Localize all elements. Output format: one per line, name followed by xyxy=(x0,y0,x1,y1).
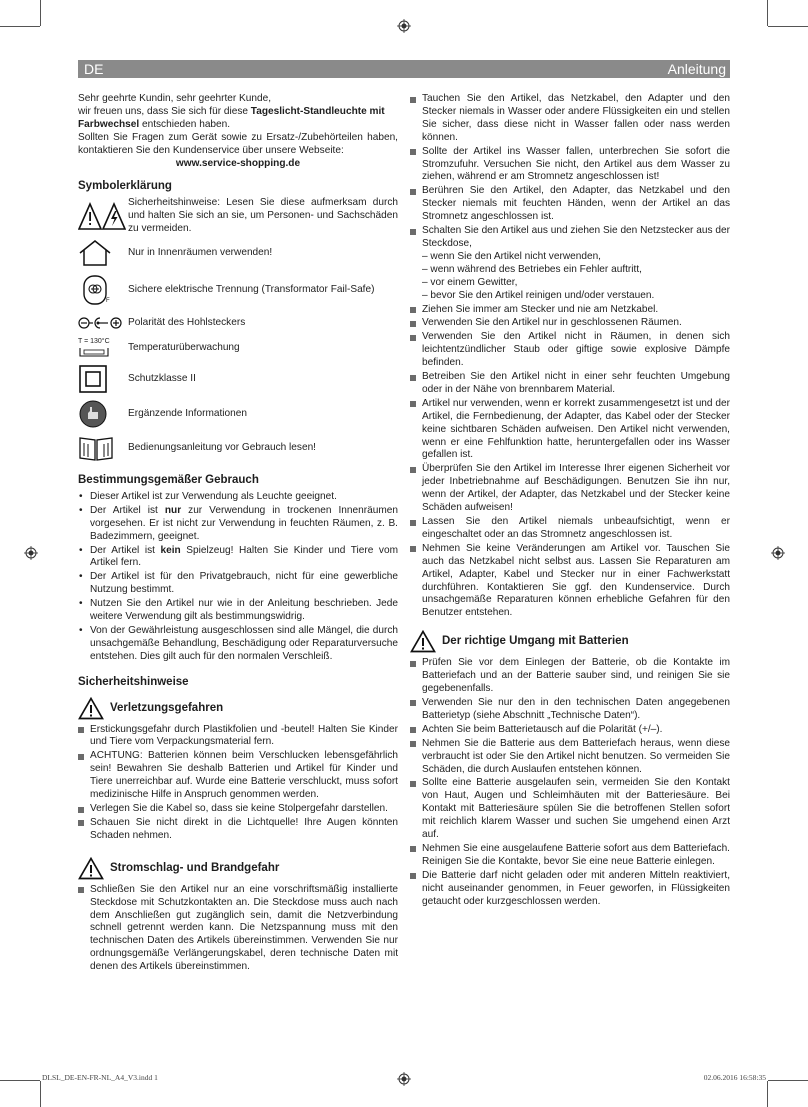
crop-mark xyxy=(767,0,768,26)
list-item: Schließen Sie den Artikel nur an eine vorschriftsmäßig installierte Steckdose mit Schutzkontakten an. Die Steckdose muss auch nach dem Anschließen gut zugänglich sein, damit die Netzverbindung schnell getrennt werden kann. Die Netzspannung muss mit den technischen Daten des Artikels übereinstimmen. Verwenden Sie nur ordnungsgemäße Verlängerungskabel, deren technische Daten mit denen des Artikels übereinstimmen. xyxy=(78,884,398,974)
list-item: Nehmen Sie eine ausgelaufene Batterie sofort aus dem Batteriefach. Reinigen Sie die Kontakte, bevor Sie eine neue Batterie einlegen. xyxy=(410,843,730,869)
list-item: Tauchen Sie den Artikel, das Netzkabel, den Adapter und den Stecker niemals in Wasser oder andere Flüssigkeiten ein und stellen Sie sicher, dass diese nicht in Wasser fallen oder nass werden können. xyxy=(410,93,730,145)
unplug-sub: – wenn Sie den Artikel nicht verwenden, xyxy=(422,250,601,262)
list-item: ACHTUNG: Batterien können beim Verschlucken lebensgefährlich sein! Bewahren Sie deshalb Batterien und Artikel für Kinder und Tiere unerreichbar auf. Wurde eine Batterie verschluckt, muss sofort medizinische Hilfe in Anspruch genommen werden. xyxy=(78,750,398,802)
symbol-text: Polarität des Hohlsteckers xyxy=(128,316,246,328)
crop-mark xyxy=(768,26,808,27)
injury-heading xyxy=(78,697,398,720)
unplug-sub: – vor einem Gewitter, xyxy=(422,276,518,288)
info-hand-icon xyxy=(78,399,128,429)
warning-icon xyxy=(410,630,436,653)
symbol-row xyxy=(78,338,398,358)
intended-use-heading: Bestimmungsgemäßer Gebrauch xyxy=(78,473,259,486)
polarity-icon xyxy=(78,316,128,330)
list-item: • Der Artikel ist für den Privatgebrauch, nicht für eine gewerbliche Nutzung bestimmt. xyxy=(78,571,398,597)
footer-date: 02.06.2016 16:58:35 xyxy=(703,1073,766,1082)
symbol-badge: F xyxy=(106,298,110,305)
list-item: Achten Sie beim Batterietausch auf die Polarität (+/–). xyxy=(410,724,730,737)
symbol-text: Schutzklasse II xyxy=(128,372,196,384)
symbol-text: Temperaturüberwachung xyxy=(128,341,240,353)
registration-mark-icon xyxy=(24,546,38,560)
right-column xyxy=(410,93,730,909)
transformer-failsafe-icon xyxy=(78,273,128,308)
header-bar xyxy=(78,60,730,78)
warning-icon xyxy=(78,697,104,720)
symbol-row xyxy=(78,273,398,308)
symbol-row xyxy=(78,316,398,330)
list-item: Schauen Sie nicht direkt in die Lichtquelle! Ihre Augen könnten Schaden nehmen. xyxy=(78,817,398,843)
list-item: Prüfen Sie vor dem Einlegen der Batterie, ob die Kontakte im Batteriefach und an der Batterie sauber sind, und reinigen Sie sie gegebenenfalls. xyxy=(410,657,730,696)
unplug-sub: – wenn während des Betriebes ein Fehler auftritt, xyxy=(422,263,642,275)
symbol-text: Sicherheitshinweise: Lesen Sie diese aufmerksam durch und halten Sie sich an sie, um Personen- und Sachschäden zu vermeiden. xyxy=(128,197,398,235)
crop-mark xyxy=(768,1080,808,1081)
list-item: Betreiben Sie den Artikel nicht in einer sehr feuchten Umgebung oder in der Nähe von brennbarem Material. xyxy=(410,371,730,397)
warning-electric-icons xyxy=(78,201,128,233)
battery-heading xyxy=(410,630,730,653)
crop-mark xyxy=(40,1081,41,1107)
shock-heading-text: Stromschlag- und Brandgefahr xyxy=(110,861,280,874)
protection-class-icon xyxy=(78,364,128,394)
list-item: Nehmen Sie keine Veränderungen am Artikel vor. Tauschen Sie auch das Netzkabel nicht selbst aus. Lassen Sie Reparaturen am Artikel, Adapter, Kabel und Stecker nur in einer Fachwerkstatt durchführen. Kontaktieren Sie ggf. den Kundenservice. Durch unsachgemäße Reparaturen können erhebliche Gefahren für den Benutzer entstehen. xyxy=(410,543,730,620)
intended-use-list xyxy=(78,491,398,664)
safety-heading: Sicherheitshinweise xyxy=(78,675,189,688)
list-item: Lassen Sie den Artikel niemals unbeaufsichtigt, wenn er eingeschaltet oder an das Stromnetz angeschlossen ist. xyxy=(410,516,730,542)
crop-mark xyxy=(767,1081,768,1107)
intro-text xyxy=(78,106,398,132)
safety-list xyxy=(410,93,730,620)
list-item: • Von der Gewährleistung ausgeschlossen sind alle Mängel, die durch unsachgemäße Behandlung, Beschädigung oder Reparaturversuche entstehen. Dies gilt auch für den normalen Verschleiß. xyxy=(78,625,398,664)
injury-list xyxy=(78,724,398,843)
footer-file: DLSL_DE-EN-FR-NL_A4_V3.indd 1 xyxy=(42,1073,158,1082)
website-link[interactable]: www.service-shopping.de xyxy=(175,157,301,169)
registration-mark-icon xyxy=(397,1072,411,1086)
greeting: Sehr geehrte Kundin, sehr geehrter Kunde, xyxy=(78,93,272,104)
shock-list xyxy=(78,884,398,974)
list-item: Nehmen Sie die Batterie aus dem Batteriefach heraus, wenn diese verbraucht ist oder Sie den Artikel nicht benutzen. So vermeiden Sie Schäden, die durch Auslaufen entstehen können. xyxy=(410,738,730,777)
list-item: Verwenden Sie den Artikel nur in geschlossenen Räumen. xyxy=(410,317,730,330)
indoor-house-icon xyxy=(78,239,128,267)
list-item: Verwenden Sie den Artikel nicht in Räumen, in denen sich leichtentzündlicher Staub oder giftige sowie explosive Dämpfe befinden. xyxy=(410,331,730,370)
list-item: • Dieser Artikel ist zur Verwendung als Leuchte geeignet. xyxy=(78,491,398,504)
symbol-row xyxy=(78,197,398,236)
intro-text-part: entschieden haben. xyxy=(139,118,231,130)
intro-text-part: wir freuen uns, dass Sie sich für diese xyxy=(78,105,251,117)
header-title: Anleitung xyxy=(667,61,726,77)
symbol-text: Bedienungsanleitung vor Gebrauch lesen! xyxy=(128,441,316,453)
symbol-row xyxy=(78,434,398,462)
language-code: DE xyxy=(84,61,104,77)
warning-icon xyxy=(78,857,104,880)
crop-mark xyxy=(0,1080,40,1081)
manual-book-icon xyxy=(78,434,128,462)
crop-mark xyxy=(40,0,41,26)
symbol-row xyxy=(78,364,398,394)
list-item: Sollte der Artikel ins Wasser fallen, unterbrechen Sie sofort die Stromzufuhr. Versuchen Sie nicht, den Artikel aus dem Wasser zu ziehen, während er am Stromnetz angeschlossen ist! xyxy=(410,146,730,185)
list-item: Erstickungsgefahr durch Plastikfolien und -beutel! Halten Sie Kinder und Tiere vom Verpackungsmaterial fern. xyxy=(78,724,398,750)
list-item: Artikel nur verwenden, wenn er korrekt zusammengesetzt ist und der Artikel, die Fernbedienung, der Adapter, das Kabel oder der Stecker keine sichtbaren Schäden aufweisen. Den Artikel nicht verwenden, wenn er eine Fehlfunktion hatte, heruntergefallen oder ins Wasser gefallen ist. xyxy=(410,398,730,463)
symbols-heading: Symbolerklärung xyxy=(78,180,172,193)
list-item: Die Batterie darf nicht geladen oder mit anderen Mitteln reaktiviert, nicht auseinander genommen, in Feuer geworfen, in Flüssigkeiten getaucht oder kurzgeschlossen werden. xyxy=(410,870,730,909)
symbol-text: Ergänzende Informationen xyxy=(128,407,247,419)
list-item: Verwenden Sie nur den in den technischen Daten angegebenen Batterietyp (siehe Abschnitt „Technische Daten“). xyxy=(410,697,730,723)
crop-mark xyxy=(0,26,40,27)
list-item: Ziehen Sie immer am Stecker und nie am Netzkabel. xyxy=(410,304,730,317)
registration-mark-icon xyxy=(771,546,785,560)
unplug-intro: Schalten Sie den Artikel aus und ziehen Sie den Netzstecker aus der Steckdose, xyxy=(422,225,730,249)
injury-heading-text: Verletzungsgefahren xyxy=(110,701,224,714)
list-item: • Nutzen Sie den Artikel nur wie in der Anleitung beschrieben. Jede weitere Verwendung gilt als bestimmungswidrig. xyxy=(78,598,398,624)
symbol-row xyxy=(78,399,398,429)
symbol-badge: T = 130°C xyxy=(78,337,110,345)
product-name: Tageslicht-Standleuchte mit Farbwechsel xyxy=(78,105,385,130)
list-item: • Der Artikel ist nur zur Verwendung in trockenen Innenräumen vorgesehen. Er ist nicht zur Verwendung in feuchten Räumen, z. B. Badezimmern, geeignet. xyxy=(78,505,398,544)
list-item: Überprüfen Sie den Artikel im Interesse Ihrer eigenen Sicherheit vor jeder Inbetriebnahme auf Beschädigungen. Benutzen Sie ihn nur, wenn der Artikel, der Adapter, das Netzkabel und der Stecker keine Schäden aufweisen! xyxy=(410,463,730,515)
shock-heading xyxy=(78,857,398,880)
symbol-text: Sichere elektrische Trennung (Transformator Fail-Safe) xyxy=(128,284,375,296)
list-item xyxy=(410,225,730,302)
temperature-icon xyxy=(78,338,128,358)
list-item: Sollte eine Batterie ausgelaufen sein, vermeiden Sie den Kontakt von Haut, Augen und Schleimhäuten mit der Batteriesäure. Bei Kontakt mit Batteriesäure spülen Sie die betroffenen Stellen sofort mit reichlich klarem Wasser und suchen Sie umgehend einen Arzt auf. xyxy=(410,777,730,842)
symbol-text: Nur in Innenräumen verwenden! xyxy=(128,246,273,258)
contact-text: Sollten Sie Fragen zum Gerät sowie zu Ersatz-/Zubehörteilen haben, kontaktieren Sie den Kundenservice über unsere Webseite: xyxy=(78,131,398,156)
left-column xyxy=(78,93,398,975)
registration-mark-icon xyxy=(397,19,411,33)
unplug-sub: – bevor Sie den Artikel reinigen und/oder verstauen. xyxy=(422,289,655,301)
list-item: • Der Artikel ist kein Spielzeug! Halten Sie Kinder und Tiere vom Artikel fern. xyxy=(78,545,398,571)
symbol-row xyxy=(78,239,398,267)
list-item: Verlegen Sie die Kabel so, dass sie keine Stolpergefahr darstellen. xyxy=(78,803,398,816)
battery-list xyxy=(410,657,730,908)
list-item: Berühren Sie den Artikel, den Adapter, das Netzkabel und den Stecker niemals mit feuchten Händen, wenn der Artikel an das Stromnetz angeschlossen ist. xyxy=(410,185,730,224)
battery-heading-text: Der richtige Umgang mit Batterien xyxy=(442,635,629,648)
